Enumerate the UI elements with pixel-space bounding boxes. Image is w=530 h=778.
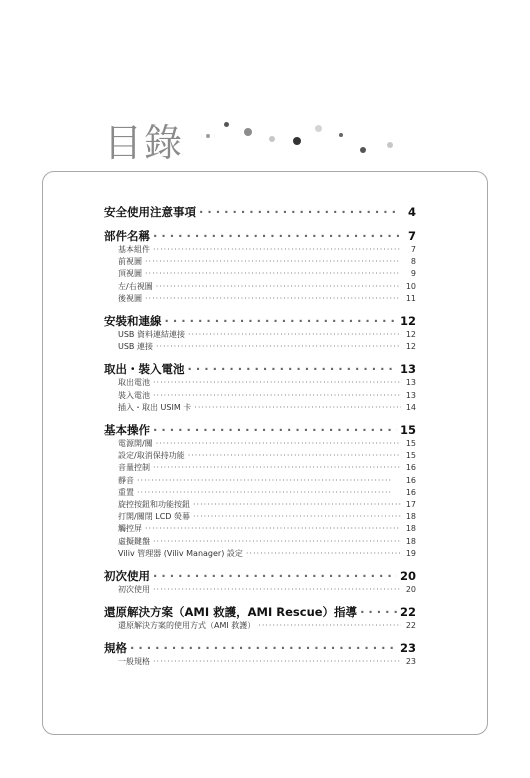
toc-label: 左/右視圖: [118, 281, 153, 291]
toc-subentry[interactable]: [104, 438, 416, 450]
toc-subentry[interactable]: [104, 584, 416, 596]
toc-label: 基本組件: [118, 245, 150, 254]
toc-label: 初次使用: [118, 585, 150, 595]
toc-page-number: 23: [405, 657, 416, 667]
toc-label: 前視圖: [118, 257, 142, 267]
toc-page-number: 18: [405, 512, 416, 522]
toc-page-number: 7: [410, 245, 416, 254]
toc-page-number: 12: [405, 342, 416, 352]
dot: [206, 134, 210, 138]
toc-chapter-entry[interactable]: [104, 422, 416, 438]
dot-leader: [145, 523, 401, 535]
dot-leader: [137, 475, 401, 487]
dot-leader: [258, 620, 401, 632]
toc-section: [104, 361, 416, 414]
toc-label: 還原解決方案（AMI 救護，AMI Rescue）指導: [104, 605, 358, 620]
toc-label: 重置: [118, 487, 134, 497]
toc-page-number: 17: [405, 500, 416, 510]
toc-label: 一般規格: [118, 657, 150, 667]
toc-label: 基本操作: [104, 423, 150, 438]
toc-page-number: 12: [399, 314, 416, 329]
dot-leader: [153, 462, 401, 474]
toc-section: [104, 422, 416, 560]
toc-subentry[interactable]: [104, 523, 416, 535]
toc-label: 設定/取消保持功能: [118, 451, 185, 461]
toc-label: 旋控按鈕和功能按鈕: [118, 500, 190, 510]
toc-page-number: 9: [410, 269, 416, 279]
toc-page-number: 22: [399, 605, 416, 620]
toc-section: [104, 604, 416, 632]
dot-leader: [153, 228, 401, 244]
toc-label: 取出電池: [118, 378, 150, 388]
toc-subentry[interactable]: [104, 390, 416, 402]
toc-label: 裝入電池: [118, 390, 150, 400]
toc-chapter-entry[interactable]: [104, 568, 416, 584]
toc-chapter-entry[interactable]: [104, 228, 416, 244]
decorative-dots: [0, 0, 530, 200]
dot: [315, 125, 322, 132]
toc-subentry[interactable]: [104, 487, 416, 499]
toc-page-number: 4: [407, 205, 416, 219]
dot-leader: [193, 499, 401, 511]
dot-leader: [153, 422, 397, 438]
dot-leader: [188, 450, 401, 462]
toc-page-number: 13: [405, 378, 416, 388]
dot-leader: [360, 604, 397, 620]
toc-subentry[interactable]: [104, 377, 416, 389]
toc-label: 觸控屏: [118, 524, 142, 534]
dot-leader: [153, 536, 401, 548]
toc-label: 後視圖: [118, 293, 142, 303]
toc-subentry[interactable]: [104, 462, 416, 474]
dot-leader: [156, 341, 401, 353]
toc-page-number: 22: [405, 621, 416, 631]
dot: [387, 142, 393, 148]
toc-page-number: 16: [405, 475, 416, 485]
toc-page-number: 15: [405, 439, 416, 449]
toc-page-number: 16: [405, 487, 416, 497]
dot-leader: [130, 640, 397, 656]
toc-page-number: 18: [405, 524, 416, 534]
toc-page-number: 14: [405, 402, 416, 412]
toc-subentry[interactable]: [104, 341, 416, 353]
dot-leader: [137, 487, 401, 499]
dot: [293, 137, 301, 145]
toc-page-number: 10: [405, 281, 416, 291]
toc-label: 靜音: [118, 475, 134, 485]
toc-page-number: 13: [405, 390, 416, 400]
dot: [269, 136, 275, 142]
toc-label: 插入・取出 USIM 卡: [118, 402, 192, 412]
toc-page-number: 11: [405, 293, 416, 303]
toc-page-number: 8: [410, 257, 416, 267]
toc-subentry[interactable]: [104, 511, 416, 523]
toc-chapter-entry[interactable]: [104, 604, 416, 620]
toc-label: 電源開/關: [118, 439, 153, 449]
dot-leader: [246, 548, 401, 560]
toc-section: [104, 568, 416, 596]
toc-label: Viliv 管理器 (Viliv Manager) 設定: [118, 548, 243, 558]
table-of-contents: [104, 204, 416, 677]
dot-leader: [153, 244, 401, 256]
toc-subentry[interactable]: [104, 499, 416, 511]
toc-label: USB 連接: [118, 342, 153, 352]
dot: [244, 128, 252, 136]
toc-subentry[interactable]: [104, 402, 416, 414]
toc-page-number: 12: [405, 330, 416, 340]
toc-page-number: 7: [407, 229, 416, 243]
toc-page-number: 15: [405, 451, 416, 461]
toc-chapter-entry[interactable]: [104, 313, 416, 329]
toc-page-number: 18: [405, 536, 416, 546]
toc-label: USB 資料連結連接: [118, 330, 185, 340]
toc-label: 虛擬鍵盤: [118, 536, 150, 546]
toc-chapter-entry[interactable]: [104, 204, 416, 220]
dot-leader: [193, 511, 401, 523]
toc-label: 打開/關閉 LCD 熒幕: [118, 512, 190, 522]
toc-subentry[interactable]: [104, 329, 416, 341]
dot-leader: [165, 313, 397, 329]
toc-subentry[interactable]: [104, 256, 416, 268]
dot-leader: [153, 584, 401, 596]
toc-page-number: 15: [399, 423, 416, 438]
toc-label: 取出・裝入電池: [104, 362, 185, 377]
dot-leader: [156, 281, 401, 293]
dot-leader: [153, 568, 397, 584]
dot-leader: [156, 438, 401, 450]
toc-subentry[interactable]: [104, 281, 416, 293]
toc-subentry[interactable]: [104, 268, 416, 280]
toc-subentry[interactable]: [104, 293, 416, 305]
dot-leader: [145, 256, 401, 268]
dot-leader: [188, 329, 401, 341]
dot-leader: [194, 402, 401, 414]
toc-label: 頂視圖: [118, 269, 142, 279]
toc-subentry[interactable]: [104, 475, 416, 487]
toc-subentry[interactable]: [104, 244, 416, 256]
dot-leader: [145, 293, 401, 305]
toc-section: [104, 228, 416, 305]
dot-leader: [153, 377, 401, 389]
toc-section: [104, 640, 416, 668]
toc-label: 音量控制: [118, 463, 150, 473]
toc-subentry[interactable]: [104, 536, 416, 548]
toc-section: [104, 313, 416, 353]
page-title: 目錄: [104, 121, 185, 165]
toc-label: 部件名稱: [104, 229, 150, 243]
toc-label: 安裝和連線: [104, 314, 162, 329]
toc-subentry[interactable]: [104, 656, 416, 668]
toc-page-number: 20: [405, 585, 416, 595]
toc-label: 安全使用注意事項: [104, 205, 196, 219]
toc-chapter-entry[interactable]: [104, 361, 416, 377]
dot-leader: [153, 390, 401, 402]
toc-page-number: 13: [399, 362, 416, 377]
toc-page-number: 20: [399, 569, 416, 584]
toc-subentry[interactable]: [104, 450, 416, 462]
toc-label: 初次使用: [104, 569, 150, 584]
dot-leader: [153, 656, 401, 668]
toc-section: [104, 204, 416, 220]
dot: [339, 133, 343, 137]
dot-leader: [145, 268, 401, 280]
dot: [224, 122, 229, 127]
dot-leader: [188, 361, 397, 377]
toc-label: 還原解決方案的使用方式（AMI 救護）: [118, 621, 256, 631]
toc-subentry[interactable]: [104, 548, 416, 560]
dot-leader: [199, 204, 401, 220]
toc-page-number: 16: [405, 463, 416, 473]
toc-page-number: 23: [399, 641, 416, 656]
toc-subentry[interactable]: [104, 620, 416, 632]
toc-label: 規格: [104, 641, 127, 656]
toc-chapter-entry[interactable]: [104, 640, 416, 656]
dot: [360, 147, 366, 153]
toc-page-number: 19: [405, 548, 416, 558]
